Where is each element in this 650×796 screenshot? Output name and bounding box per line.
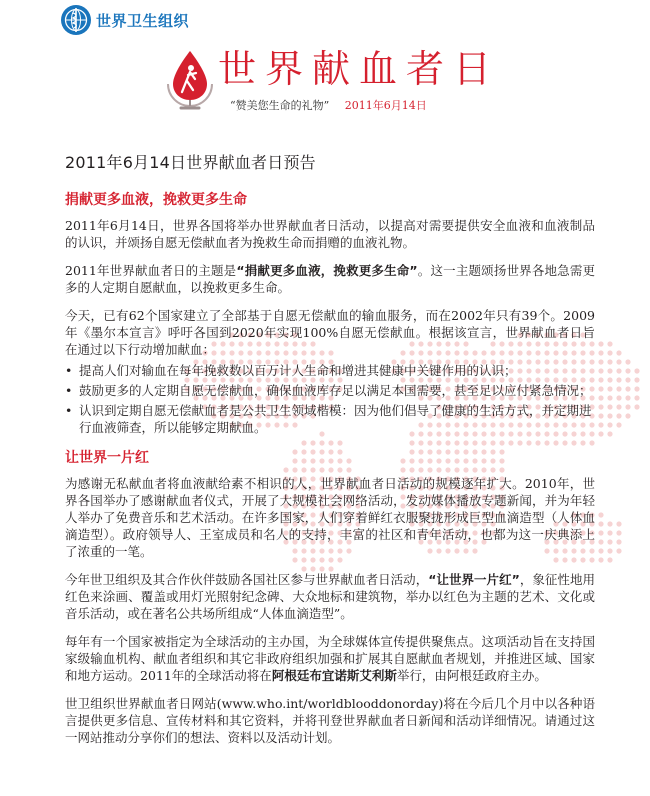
map-dot	[634, 386, 639, 391]
section-heading: 让世界一片红	[65, 450, 149, 466]
paragraph	[65, 571, 595, 622]
map-dot	[598, 350, 603, 355]
map-dot	[607, 395, 612, 400]
map-dot	[598, 386, 603, 391]
map-dot	[607, 530, 612, 535]
map-dot	[616, 539, 621, 544]
map-dot	[616, 530, 621, 535]
event-title: 世界献血者日	[218, 47, 501, 91]
map-dot	[607, 548, 612, 553]
map-dot	[607, 422, 612, 427]
map-dot	[607, 557, 612, 562]
list-item: • 认识到定期自愿无偿献血者是公共卫生领域楷模：因为他们倡导了健康的生活方式，并定期进行血液筛查，所以能够定期献血。	[65, 402, 595, 436]
document-title: 2011年6月14日世界献血者日预告	[65, 153, 316, 172]
bullet-list	[65, 362, 595, 436]
map-dot	[598, 368, 603, 373]
map-dot	[625, 368, 630, 373]
map-dot	[616, 386, 621, 391]
map-dot	[598, 377, 603, 382]
map-dot	[598, 422, 603, 427]
map-dot	[625, 404, 630, 409]
campaign-highlight: “让世界一片红”	[428, 572, 520, 587]
slogan-text: “赞美您生命的礼物”	[230, 99, 330, 112]
map-dot	[625, 386, 630, 391]
who-emblem-icon	[60, 4, 92, 36]
map-dot	[634, 404, 639, 409]
map-dot	[607, 404, 612, 409]
map-dot	[625, 395, 630, 400]
map-dot	[616, 422, 621, 427]
map-dot	[607, 359, 612, 364]
map-dot	[607, 377, 612, 382]
map-dot	[625, 377, 630, 382]
map-dot	[607, 341, 612, 346]
map-dot	[625, 413, 630, 418]
map-dot	[616, 521, 621, 526]
map-dot	[607, 413, 612, 418]
text-run: ，象征性地用红色来涂画、覆盖或用灯光照射纪念碑、大众地标和建筑物，举办以红色为主题的艺术、文化或音乐活动，或在著名公共场所组成“人体血滴造型”。	[65, 572, 595, 621]
map-dot	[598, 512, 603, 517]
map-dot	[616, 368, 621, 373]
map-dot	[607, 368, 612, 373]
map-dot	[634, 377, 639, 382]
who-org-name: 世界卫生组织	[96, 11, 190, 30]
map-dot	[616, 359, 621, 364]
map-dot	[598, 359, 603, 364]
paragraph: 为感谢无私献血者将血液献给素不相识的人，世界献血者日活动的规模逐年扩大。2010年，世界各国举办了感谢献血者仪式，开展了大规模社会网络活动，发动媒体播放专题新闻，并为年轻人举办了免费音乐和艺术活动。在许多国家，人们穿着鲜红衣服聚拢形成巨型血滴造型（人体血滴造型）。政府领导人、王室成员和名人的支持，丰富的社区和青年活动，也都为这一庆典添上了浓重的一笔。	[65, 476, 595, 559]
map-dot	[607, 386, 612, 391]
map-dot	[616, 395, 621, 400]
map-dot	[598, 539, 603, 544]
map-dot	[616, 350, 621, 355]
who-header	[60, 4, 189, 36]
text-run: 举行，由阿根廷政府主办。	[396, 668, 547, 683]
map-dot	[607, 350, 612, 355]
paragraph: 今天，已有62个国家建立了全部基于自愿无偿献血的输血服务，而在2002年只有39个。2009年《墨尔本宣言》呼吁各国到2020年实现100%自愿无偿献血。根据该宣言，世界献血者日旨在通过以下行动增加献血：	[65, 308, 595, 357]
map-dot	[607, 431, 612, 436]
list-item: • 鼓励更多的人定期自愿无偿献血，确保血液库存足以满足本国需要，甚至足以应付紧急情况；	[65, 382, 595, 399]
blood-drop-globe-icon	[160, 48, 220, 110]
map-dot	[607, 539, 612, 544]
map-dot	[598, 413, 603, 418]
map-dot	[598, 530, 603, 535]
list-item: • 提高人们对输血在每年挽救数以百万计人生命和增进其健康中关键作用的认识；	[65, 362, 595, 379]
text-run: 2011年世界献血者日的主题是	[65, 263, 237, 278]
paragraph	[65, 262, 595, 296]
map-dot	[598, 431, 603, 436]
map-dot	[616, 404, 621, 409]
map-dot	[616, 413, 621, 418]
map-dot	[625, 359, 630, 364]
paragraph: 世卫组织世界献血者日网站(www.who.int/worldblooddonorday)将在今后几个月中以各种语言提供更多信息、宣传材料和其它资料，并将刊登世界献血者日新闻和活动详细情况。请通过这一网站推动分享你们的想法、资料以及活动计划。	[65, 696, 595, 745]
map-dot	[598, 395, 603, 400]
document-body	[65, 150, 595, 757]
text-run: 每年有一个国家被指定为全球活动的主办国，为全球媒体宣传提供聚焦点。这项活动旨在支持国家级输血机构、献血者组织和其它非政府组织加强和扩展其自愿献血者规划，并推进区域、国家和地方运动。2011年的全球活动将在	[65, 634, 595, 683]
map-dot	[616, 377, 621, 382]
map-dot	[634, 395, 639, 400]
text-run: 。这一主题颂扬世界各地急需更多的人定期自愿献血，以挽救更多生命。	[65, 263, 595, 295]
section-heading: 捐献更多血液，挽救更多生命	[65, 192, 247, 208]
map-dot	[616, 548, 621, 553]
theme-highlight: “捐献更多血液，挽救更多生命”	[236, 263, 418, 278]
paragraph: 2011年6月14日，世界各国将举办世界献血者日活动，以提高对需要提供安全血液和血液制品的认识，并颂扬自愿无偿献血者为挽救生命而捐赠的血液礼物。	[65, 218, 595, 250]
event-slogan	[230, 97, 427, 113]
map-dot	[598, 548, 603, 553]
paragraph	[65, 633, 595, 684]
map-dot	[598, 404, 603, 409]
map-dot	[607, 521, 612, 526]
slogan-date: 2011年6月14日	[344, 99, 427, 112]
text-run: 今年世卫组织及其合作伙伴鼓励各国社区参与世界献血者日活动，	[65, 572, 429, 587]
map-dot	[634, 368, 639, 373]
host-city-highlight: 阿根廷布宜诺斯艾利斯	[271, 668, 397, 683]
map-dot	[598, 521, 603, 526]
map-dot	[598, 341, 603, 346]
map-dot	[598, 557, 603, 562]
